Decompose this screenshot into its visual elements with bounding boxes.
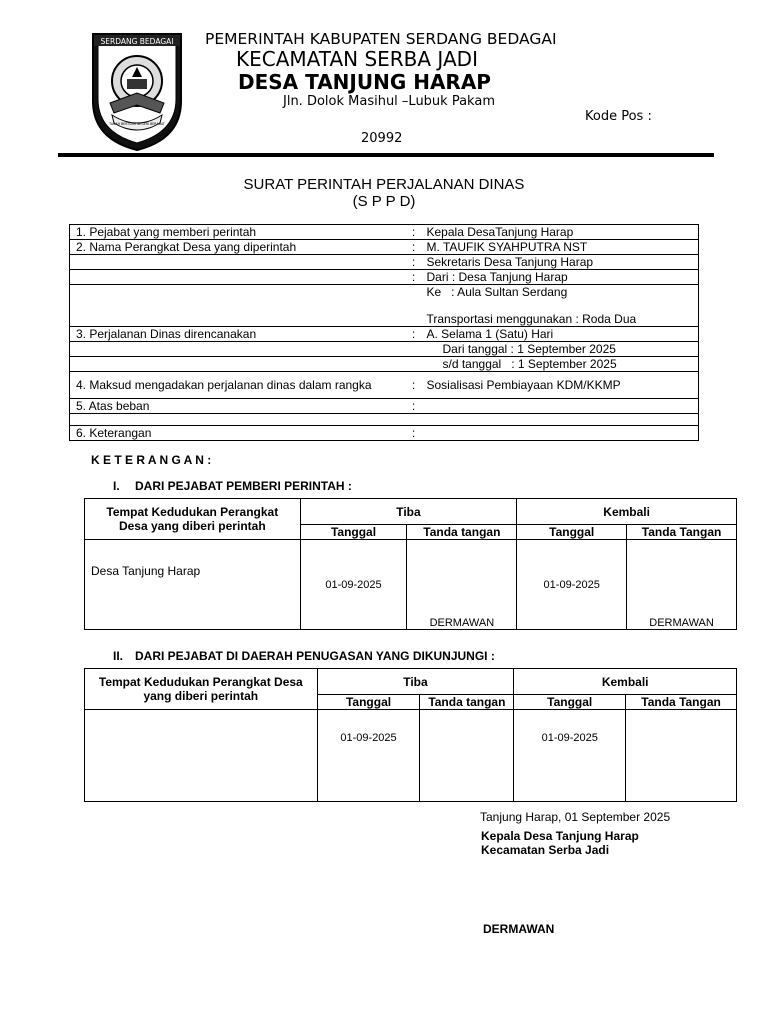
transport-value: Transportasi menggunakan : Roda Dua xyxy=(426,312,637,326)
arrive-signer-cell-empty xyxy=(420,710,514,802)
place-cell: Desa Tanjung Harap xyxy=(85,540,301,630)
row-colon: : xyxy=(407,399,421,414)
section-2-table xyxy=(84,668,737,802)
row-colon-empty xyxy=(407,357,421,372)
document-title-main: SURAT PERINTAH PERJALANAN DINAS xyxy=(243,176,525,193)
arrive-date-cell: 01-09-2025 xyxy=(300,540,407,630)
row-colon-empty xyxy=(407,342,421,357)
section-2-title: DARI PEJABAT DI DAERAH PENUGASAN YANG DIKUNJUNGI : xyxy=(135,649,495,663)
table-row xyxy=(85,499,737,525)
header-place: Tempat Kedudukan Perangkat Desa yang diberi perintah xyxy=(85,499,301,540)
row-value: Dari : Desa Tanjung Harap xyxy=(421,270,699,285)
table-row xyxy=(70,357,699,372)
row-label-empty xyxy=(70,357,407,372)
signature-position-2: Kecamatan Serba Jadi xyxy=(481,843,610,857)
arrive-signer-cell: DERMAWAN xyxy=(407,540,517,630)
government-name: PEMERINTAH KABUPATEN SERDANG BEDAGAI xyxy=(205,30,557,48)
return-signer-cell: DERMAWAN xyxy=(627,540,737,630)
table-row xyxy=(70,225,699,240)
subheader-date: Tanggal xyxy=(317,695,420,710)
table-row xyxy=(70,372,699,399)
row-label-empty xyxy=(70,285,407,327)
row-label-empty xyxy=(70,342,407,357)
table-row xyxy=(70,255,699,270)
row-value: Sekretaris Desa Tanjung Harap xyxy=(421,255,699,270)
table-row xyxy=(70,399,699,414)
section-1-table xyxy=(84,498,737,630)
subheader-signature: Tanda tangan xyxy=(420,695,514,710)
row-value xyxy=(421,285,699,327)
travel-details-table xyxy=(69,224,699,441)
row-colon: : xyxy=(407,225,421,240)
signature-position-1: Kepala Desa Tanjung Harap xyxy=(481,829,639,843)
header-place: Tempat Kedudukan Perangkat Desa yang diberi perintah xyxy=(85,669,318,710)
table-row xyxy=(85,710,737,802)
row-value-empty xyxy=(421,414,699,426)
row-label: 6. Keterangan xyxy=(70,426,407,441)
row-value-empty xyxy=(421,426,699,441)
subheader-signature: Tanda Tangan xyxy=(627,525,737,540)
row-colon: : xyxy=(407,372,421,399)
document-title-sub: (S P P D) xyxy=(352,193,416,210)
row-label: 2. Nama Perangkat Desa yang diperintah xyxy=(70,240,407,255)
table-row xyxy=(70,285,699,327)
row-label-empty xyxy=(70,270,407,285)
row-colon: : xyxy=(407,327,421,342)
return-date-cell: 01-09-2025 xyxy=(514,710,626,802)
table-row xyxy=(70,270,699,285)
table-row xyxy=(70,342,699,357)
section-1-number: I. xyxy=(113,479,120,493)
signature-place-date: Tanjung Harap, 01 September 2025 xyxy=(480,810,671,824)
village-address: Jln. Dolok Masihul –Lubuk Pakam xyxy=(283,94,495,109)
header-return: Kembali xyxy=(514,669,737,695)
row-label: 4. Maksud mengadakan perjalanan dinas dalam rangka xyxy=(70,372,407,399)
table-row xyxy=(85,540,737,630)
place-cell-empty xyxy=(85,710,318,802)
row-colon: : xyxy=(407,426,421,441)
row-value: Dari tanggal : 1 September 2025 xyxy=(421,342,699,357)
arrive-date-cell: 01-09-2025 xyxy=(317,710,420,802)
row-value: M. TAUFIK SYAHPUTRA NST xyxy=(421,240,699,255)
table-row xyxy=(70,426,699,441)
subheader-date: Tanggal xyxy=(517,525,627,540)
subheader-signature: Tanda tangan xyxy=(407,525,517,540)
keterangan-heading: K E T E R A N G A N : xyxy=(91,453,212,467)
signature-name: DERMAWAN xyxy=(483,922,555,936)
row-value: A. Selama 1 (Satu) Hari xyxy=(421,327,699,342)
header-arrive: Tiba xyxy=(317,669,514,695)
row-label: 3. Perjalanan Dinas direncanakan xyxy=(70,327,407,342)
postal-label: Kode Pos : xyxy=(585,109,652,124)
row-value: Kepala DesaTanjung Harap xyxy=(421,225,699,240)
row-colon: : xyxy=(407,255,421,270)
section-1-title: DARI PEJABAT PEMBERI PERINTAH : xyxy=(135,479,352,493)
subheader-date: Tanggal xyxy=(514,695,626,710)
postal-code: 20992 xyxy=(361,131,403,146)
return-date-cell: 01-09-2025 xyxy=(517,540,627,630)
header-arrive: Tiba xyxy=(300,499,517,525)
subheader-date: Tanggal xyxy=(300,525,407,540)
row-label-empty xyxy=(70,255,407,270)
section-2-number: II. xyxy=(113,649,124,663)
logo-motto-text: TANAH BERTUAH NEGERI BERADAT xyxy=(109,122,165,126)
table-row xyxy=(70,240,699,255)
regency-logo xyxy=(90,31,184,153)
header-divider xyxy=(58,153,714,157)
row-colon-empty xyxy=(407,285,421,327)
row-value: s/d tanggal : 1 September 2025 xyxy=(421,357,699,372)
row-colon: : xyxy=(407,270,421,285)
header-return: Kembali xyxy=(517,499,737,525)
row-colon: : xyxy=(407,240,421,255)
document-title xyxy=(0,176,768,210)
table-row xyxy=(70,414,699,426)
district-name: KECAMATAN SERBA JADI xyxy=(236,47,478,71)
row-label: 1. Pejabat yang memberi perintah xyxy=(70,225,407,240)
village-name: DESA TANJUNG HARAP xyxy=(238,70,491,94)
row-colon-empty xyxy=(407,414,421,426)
row-label-empty xyxy=(70,414,407,426)
row-value-empty xyxy=(421,399,699,414)
row-label: 5. Atas beban xyxy=(70,399,407,414)
subheader-signature: Tanda Tangan xyxy=(626,695,737,710)
table-row xyxy=(85,669,737,695)
logo-name-text: SERDANG BEDAGAI xyxy=(100,37,174,46)
return-signer-cell-empty xyxy=(626,710,737,802)
table-row xyxy=(70,327,699,342)
destination-value: Ke : Aula Sultan Serdang xyxy=(426,285,568,299)
row-value: Sosialisasi Pembiayaan KDM/KKMP xyxy=(421,372,699,399)
